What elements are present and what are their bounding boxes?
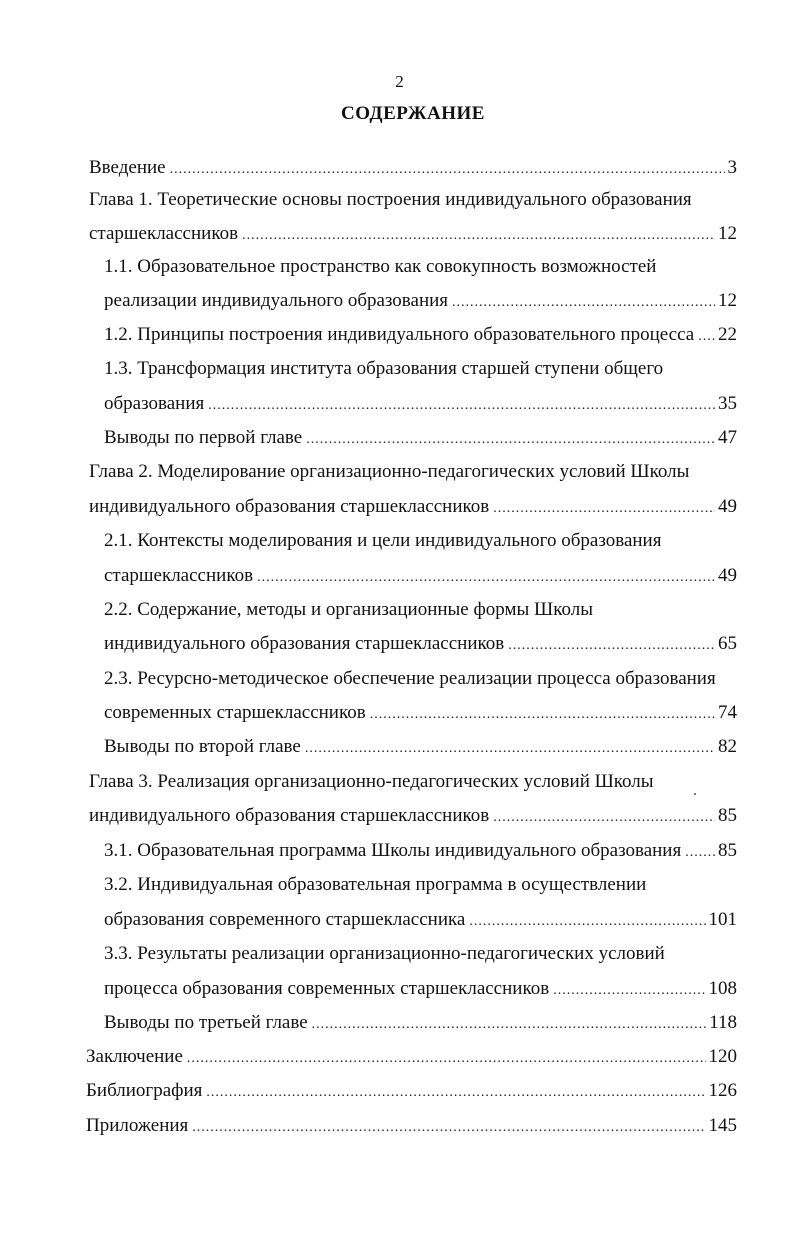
dot-leader [553, 976, 705, 1006]
toc-entry-text: 1.1. Образовательное пространство как совокупность возможностей [104, 256, 657, 277]
toc-entry-text: Глава 1. Теоретические основы построения индивидуального образования [89, 189, 692, 210]
dot-leader [192, 1113, 705, 1143]
toc-entry-section-2-2[interactable] [104, 595, 737, 625]
toc-entry-chapter-3-conclusions[interactable] [104, 1008, 737, 1038]
dot-leader [206, 1078, 705, 1108]
toc-page-number: 126 [708, 1080, 737, 1101]
toc-page-number: 35 [718, 393, 737, 414]
toc-page-number: 82 [718, 736, 737, 757]
dot-leader [312, 1010, 707, 1040]
dot-leader [469, 907, 705, 937]
toc-page-number: 47 [718, 427, 737, 448]
toc-entry-text: старшеклассников [104, 565, 254, 586]
toc-entry-text: образования современного старшеклассника [104, 909, 466, 930]
toc-entry-section-3-3-cont[interactable] [104, 974, 737, 1004]
toc-entry-section-3-2-cont[interactable] [104, 905, 737, 935]
dot-leader [208, 391, 715, 421]
toc-entry-text: индивидуального образования старшеклассников [89, 496, 490, 517]
toc-entry-section-3-2[interactable] [104, 870, 737, 900]
toc-entry-section-2-1[interactable] [104, 526, 737, 556]
toc-entry-chapter-2-conclusions[interactable] [104, 732, 737, 762]
toc-page-number: 85 [718, 840, 737, 861]
dot-leader [306, 425, 715, 455]
toc-entry-section-1-3[interactable] [104, 354, 737, 384]
toc-entry-section-2-1-cont[interactable] [104, 561, 737, 591]
toc-entry-section-1-3-cont[interactable] [104, 389, 737, 419]
toc-entry-text: 2.3. Ресурсно-методическое обеспечение реализации процесса образования [104, 668, 716, 689]
toc-entry-text: 1.2. Принципы построения индивидуального образовательного процесса [104, 324, 695, 345]
toc-entry-section-1-2[interactable] [104, 320, 737, 350]
toc-entry-text: реализации индивидуального образования [104, 290, 449, 311]
toc-page-number: 120 [708, 1046, 737, 1067]
toc-entry-text: индивидуального образования старшеклассников [89, 805, 490, 826]
toc-entry-text: старшеклассников [89, 223, 239, 244]
toc-entry-text: Заключение [86, 1046, 183, 1067]
toc-entry-intro[interactable] [89, 153, 737, 183]
toc-entry-text: Глава 3. Реализация организационно-педагогических условий Школы [89, 771, 654, 792]
dot-leader [493, 494, 715, 524]
page-title: СОДЕРЖАНИЕ [341, 103, 485, 124]
toc-entry-text: образования [104, 393, 205, 414]
toc-page-number: 49 [718, 565, 737, 586]
toc-entry-text: современных старшеклассников [104, 702, 366, 723]
toc-entry-text: Библиография [86, 1080, 203, 1101]
toc-page-number: 12 [718, 290, 737, 311]
toc-page-number: 3 [727, 157, 737, 178]
dot-leader [685, 838, 715, 868]
scan-speck [694, 793, 696, 795]
dot-leader [698, 322, 715, 352]
toc-page-number: 118 [709, 1012, 737, 1033]
toc-entry-chapter-1-conclusions[interactable] [104, 423, 737, 453]
toc-entry-section-2-3-cont[interactable] [104, 698, 737, 728]
dot-leader [170, 155, 725, 185]
toc-entry-text: Введение [89, 157, 166, 178]
dot-leader [187, 1044, 706, 1074]
toc-page-number: 22 [718, 324, 737, 345]
dot-leader [257, 563, 715, 593]
toc-entry-text: 3.3. Результаты реализации организационно-педагогических условий [104, 943, 665, 964]
toc-page-number: 85 [718, 805, 737, 826]
toc-entry-chapter-2[interactable] [89, 457, 737, 487]
dot-leader [493, 803, 715, 833]
dot-leader [242, 221, 715, 251]
toc-entry-text: 3.1. Образовательная программа Школы индивидуального образования [104, 840, 682, 861]
toc-page-number: 145 [708, 1115, 737, 1136]
toc-page-number: 74 [718, 702, 737, 723]
toc-entry-section-3-1[interactable] [104, 836, 737, 866]
toc-entry-chapter-2-cont[interactable] [89, 492, 737, 522]
toc-entry-section-3-3[interactable] [104, 939, 737, 969]
dot-leader [508, 631, 715, 661]
toc-entry-text: Выводы по третьей главе [104, 1012, 308, 1033]
toc-entry-chapter-3[interactable] [89, 767, 737, 797]
toc-entry-section-2-3[interactable] [104, 664, 737, 694]
toc-entry-conclusion[interactable] [86, 1042, 737, 1072]
toc-entry-text: 3.2. Индивидуальная образовательная программа в осуществлении [104, 874, 647, 895]
toc-entry-section-1-1[interactable] [104, 252, 737, 282]
toc-entry-text: Выводы по первой главе [104, 427, 303, 448]
toc-entry-bibliography[interactable] [86, 1076, 737, 1106]
toc-entry-text: Выводы по второй главе [104, 736, 301, 757]
toc-entry-text: индивидуального образования старшеклассников [104, 633, 505, 654]
toc-page-number: 49 [718, 496, 737, 517]
toc-entry-text: 1.3. Трансформация института образования старшей ступени общего [104, 358, 664, 379]
toc-page-number: 65 [718, 633, 737, 654]
dot-leader [370, 700, 715, 730]
toc-entry-text: Приложения [86, 1115, 189, 1136]
toc-page-number: 108 [708, 978, 737, 999]
toc-entry-text: Глава 2. Моделирование организационно-педагогических условий Школы [89, 461, 690, 482]
toc-page-number: 101 [708, 909, 737, 930]
dot-leader [305, 734, 715, 764]
toc-entry-appendices[interactable] [86, 1111, 737, 1141]
toc-page-number: 12 [718, 223, 737, 244]
toc-entry-chapter-1[interactable] [89, 185, 737, 215]
toc-entry-section-1-1-cont[interactable] [104, 286, 737, 316]
toc-entry-text: 2.1. Контексты моделирования и цели индивидуального образования [104, 530, 662, 551]
toc-entry-chapter-3-cont[interactable] [89, 801, 737, 831]
toc-entry-section-2-2-cont[interactable] [104, 629, 737, 659]
toc-entry-chapter-1-cont[interactable] [89, 219, 737, 249]
page-number: 2 [395, 72, 404, 91]
toc-entry-text: 2.2. Содержание, методы и организационные формы Школы [104, 599, 593, 620]
dot-leader [452, 288, 715, 318]
toc-entry-text: процесса образования современных старшеклассников [104, 978, 550, 999]
